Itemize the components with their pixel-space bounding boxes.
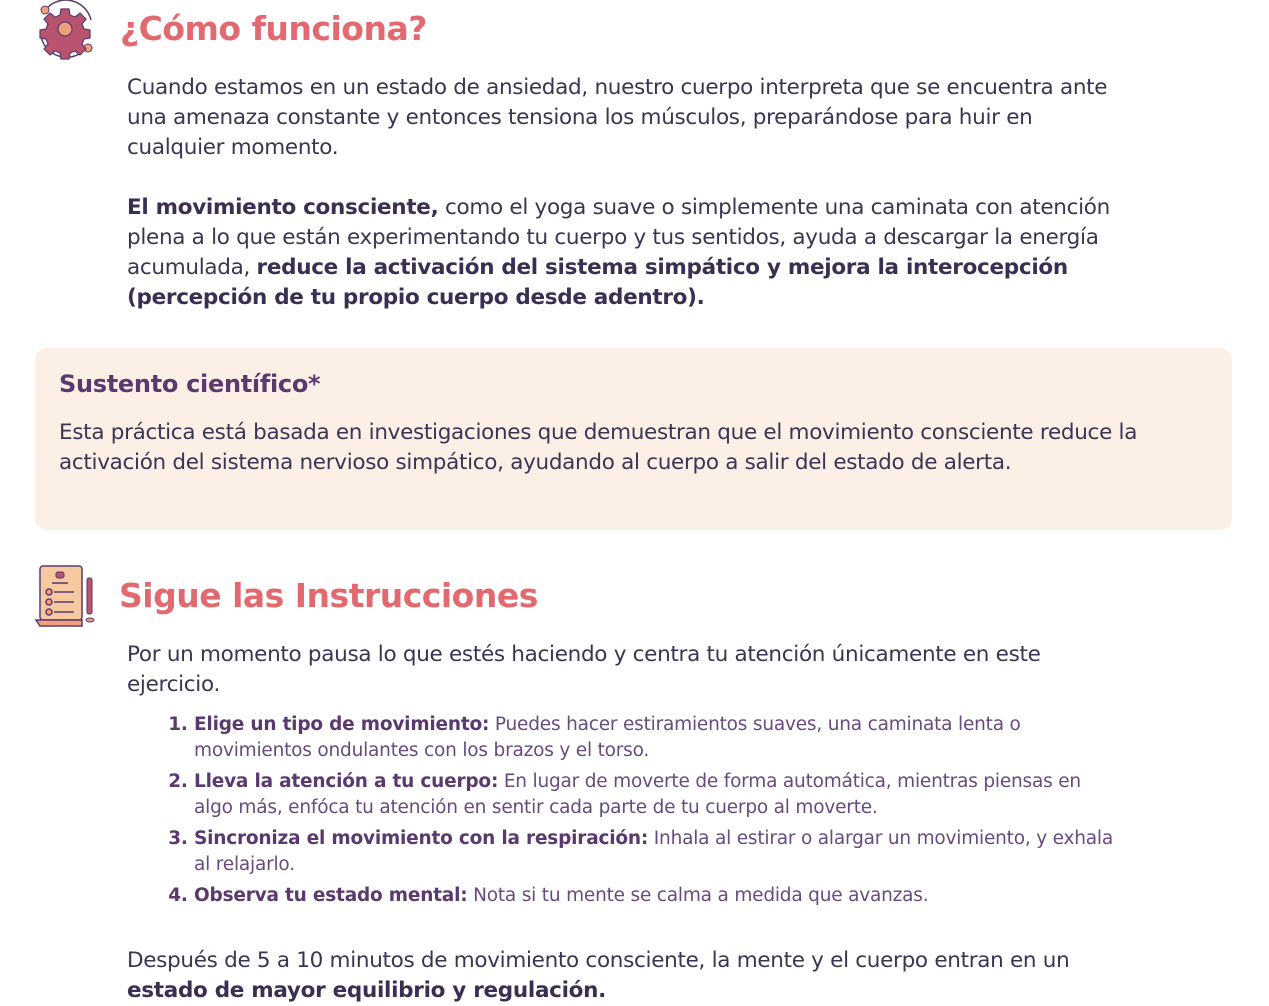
text: como el yoga suave o simplemente una caminata con atención plena a lo que están experimentando tu cuerpo y tus sentidos, ayuda a descargar la energía acumulada, (127, 195, 1110, 280)
science-box-text: Esta práctica está basada en investigaciones que demuestran que el movimiento consciente reduce la activación del sistema nervioso simpático, ayudando al cuerpo a salir del estado de alerta. (59, 420, 1138, 475)
list-item (194, 883, 1124, 909)
bold-text: estado de mayor equilibrio y regulación. (127, 978, 607, 1003)
step-title: Observa tu estado mental: (194, 885, 468, 906)
step-title: Sincroniza el movimiento con la respiración: (194, 828, 649, 849)
text: Después de 5 a 10 minutos de movimiento consciente, la mente y el cuerpo entran en un (127, 948, 1070, 973)
list-item (194, 712, 1124, 763)
step-title: Lleva la atención a tu cuerpo: (194, 771, 499, 792)
list-item (194, 769, 1124, 820)
bold-text: reduce la activación del sistema simpático y mejora la interocepción (percepción de tu propio cuerpo desde adentro). (127, 255, 1068, 310)
step-text: Puedes hacer estiramientos suaves, una caminata lenta o movimientos ondulantes con los brazos y el torso. (194, 714, 1021, 761)
step-text: Nota si tu mente se calma a medida que avanzas. (467, 885, 929, 906)
bold-text: El movimiento consciente, (127, 195, 439, 220)
section-title-instrucciones: Sigue las Instrucciones (119, 576, 538, 615)
paragraph-outro (127, 946, 1127, 1006)
checklist-scroll-icon (34, 564, 98, 628)
paragraph-instructions-intro: Por un momento pausa lo que estés haciendo y centra tu atención únicamente en este ejercicio. (127, 642, 1041, 697)
paragraph-movimiento (127, 193, 1117, 313)
step-title: Elige un tipo de movimiento: (194, 714, 490, 735)
step-text: En lugar de moverte de forma automática, mientras piensas en algo más, enfóca tu atención en sentir cada parte de tu cuerpo al moverte. (194, 771, 1081, 818)
section-title-como-funciona: ¿Cómo funciona? (120, 9, 427, 48)
gear-icon (33, 0, 97, 62)
instruction-steps (166, 712, 1124, 915)
science-box (35, 348, 1232, 530)
paragraph-intro: Cuando estamos en un estado de ansiedad, nuestro cuerpo interpreta que se encuentra ante una amenaza constante y entonces tensiona los músculos, preparándose para huir en cualquier momento. (127, 75, 1108, 160)
science-box-title: Sustento científico* (59, 370, 321, 398)
step-text: Inhala al estirar o alargar un movimiento, y exhala al relajarlo. (194, 828, 1113, 875)
list-item (194, 826, 1124, 877)
